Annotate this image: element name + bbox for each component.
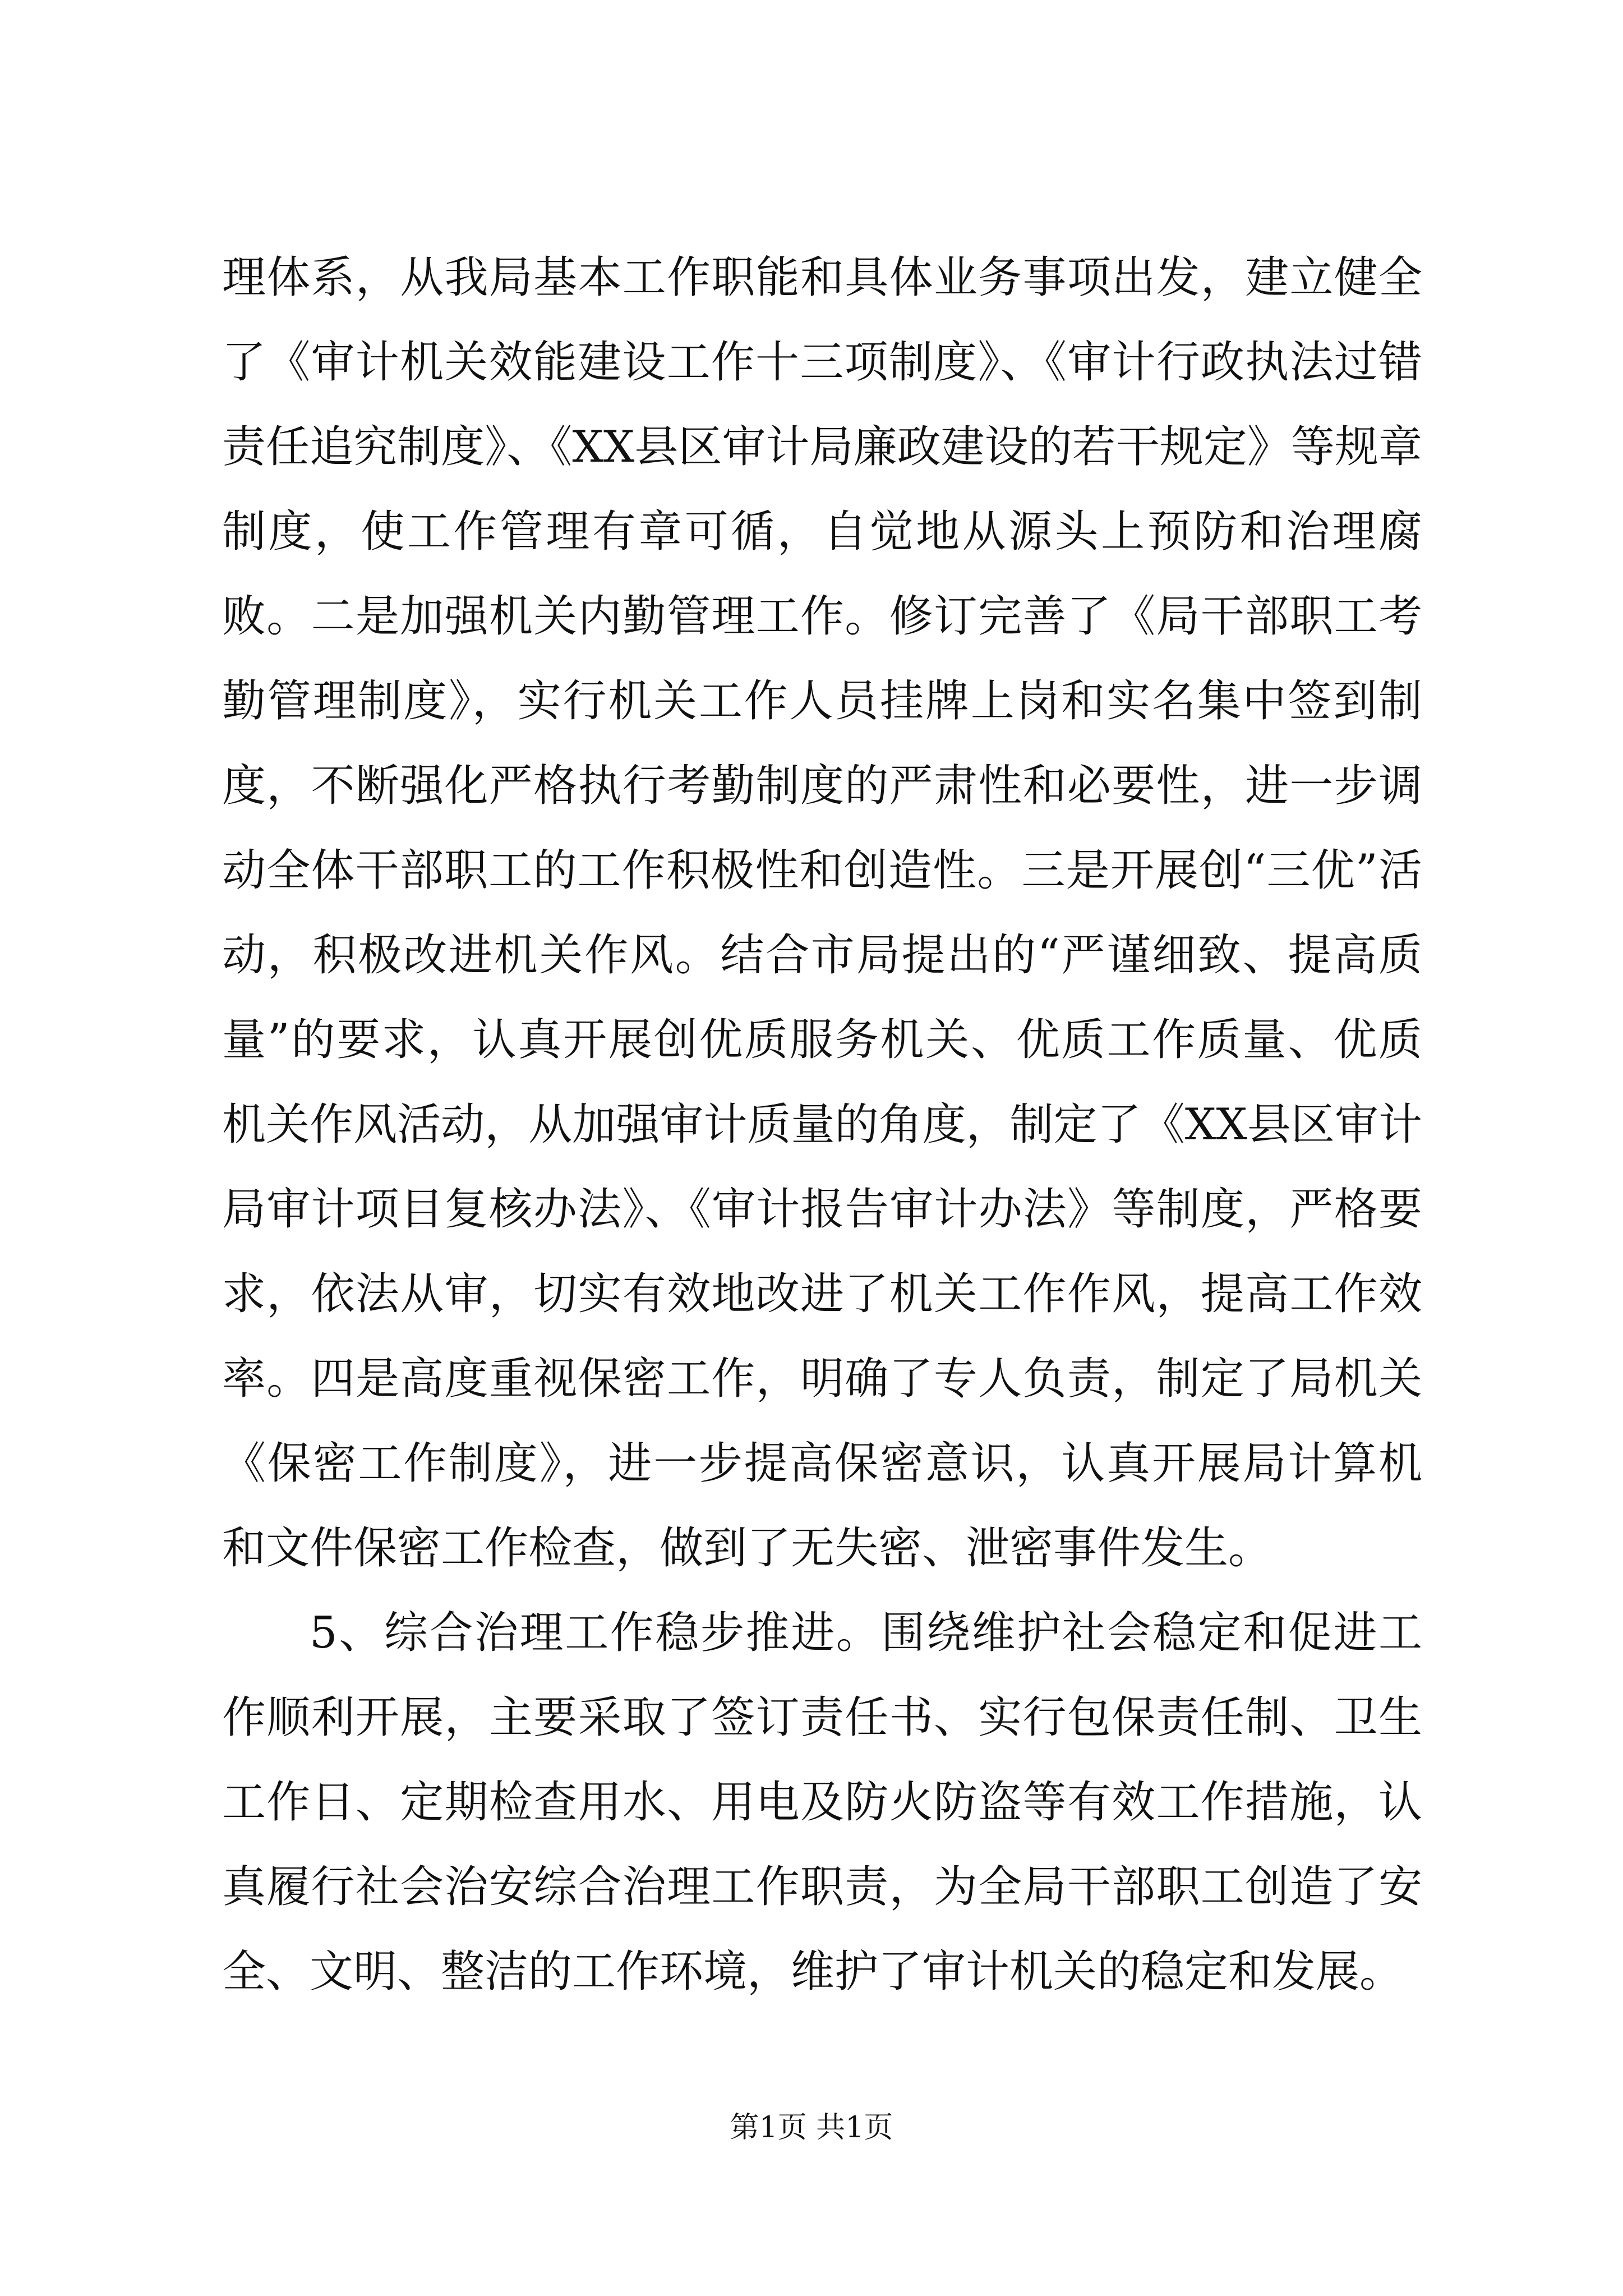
document-body	[222, 236, 1422, 2014]
paragraph-1: 理体系，从我局基本工作职能和具体业务事项出发，建立健全了《审计机关效能建设工作十三项制度》、《审计行政执法过错责任追究制度》、《XX县区审计局廉政建设的若干规定》等规章制度，使工作管理有章可循，自觉地从源头上预防和治理腐败。二是加强机关内勤管理工作。修订完善了《局干部职工考勤管理制度》，实行机关工作人员挂牌上岗和实名集中签到制度，不断强化严格执行考勤制度的严肃性和必要性，进一步调动全体干部职工的工作积极性和创造性。三是开展创“三优”活动，积极改进机关作风。结合市局提出的“严谨细致、提高质量”的要求，认真开展创优质服务机关、优质工作质量、优质机关作风活动，从加强审计质量的角度，制定了《XX县区审计局审计项目复核办法》、《审计报告审计办法》等制度，严格要求，依法从审，切实有效地改进了机关工作作风，提高工作效率。四是高度重视保密工作，明确了专人负责，制定了局机关《保密工作制度》，进一步提高保密意识，认真开展局计算机和文件保密工作检查，做到了无失密、泄密事件发生。	[222, 252, 1422, 1573]
paragraph-2: 5、综合治理工作稳步推进。围绕维护社会稳定和促进工作顺利开展，主要采取了签订责任书、实行包保责任制、卫生工作日、定期检查用水、用电及防火防盗等有效工作措施，认真履行社会治安综合治理工作职责，为全局干部职工创造了安全、文明、整洁的工作环境，维护了审计机关的稳定和发展。	[222, 1608, 1422, 1997]
page-footer: 第1页 共1页	[730, 2111, 893, 2145]
